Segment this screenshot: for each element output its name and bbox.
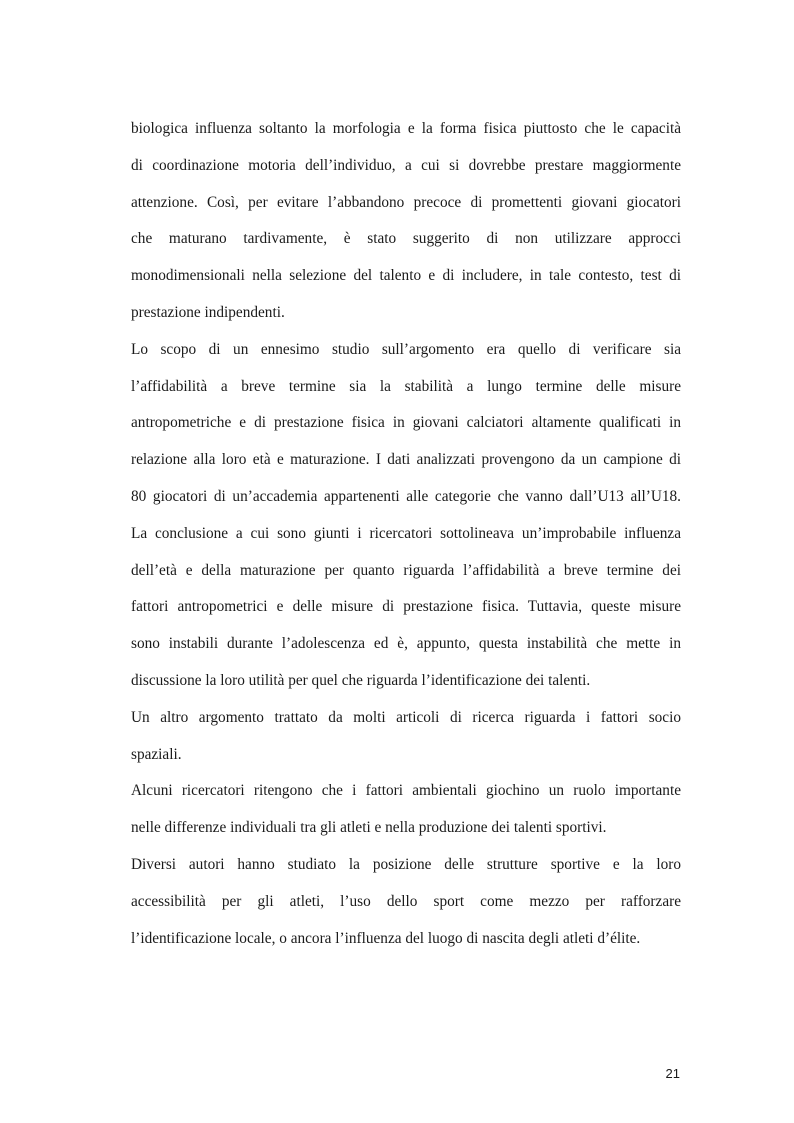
paragraph-2 [131, 332, 681, 700]
text-line: Diversi autori hanno studiato la posizione delle strutture sportive e la loro [131, 855, 681, 873]
text-line: attenzione. Così, per evitare l’abbandono precoce di promettenti giovani giocatori [131, 193, 681, 211]
text-line: 80 giocatori di un’accademia appartenenti alle categorie che vanno dall’U13 all’U18. [131, 487, 681, 505]
text-line: fattori antropometrici e delle misure di prestazione fisica. Tuttavia, queste misure [131, 598, 681, 616]
text-line: Un altro argomento trattato da molti articoli di ricerca riguarda i fattori socio [131, 708, 681, 726]
text-line: dell’età e della maturazione per quanto riguarda l’affidabilità a breve termine dei [131, 561, 681, 579]
paragraph-5 [131, 847, 681, 957]
text-line: prestazione indipendenti. [131, 303, 285, 321]
text-line: biologica influenza soltanto la morfologia e la forma fisica piuttosto che le capacità [131, 120, 681, 137]
paragraph-3 [131, 700, 681, 774]
text-line: spaziali. [131, 745, 182, 763]
text-line: Alcuni ricercatori ritengono che i fattori ambientali giochino un ruolo importante [131, 782, 681, 800]
text-line: che maturano tardivamente, è stato suggerito di non utilizzare approcci [131, 230, 681, 248]
text-line: Lo scopo di un ennesimo studio sull’argomento era quello di verificare sia [131, 340, 681, 358]
text-line: di coordinazione motoria dell’individuo, a cui si dovrebbe prestare maggiormente [131, 156, 681, 174]
paragraph-4 [131, 773, 681, 847]
paragraph-1 [131, 111, 681, 332]
text-line: discussione la loro utilità per quel che riguarda l’identificazione dei talenti. [131, 671, 591, 689]
text-line: relazione alla loro età e maturazione. I dati analizzati provengono da un campione di [131, 451, 681, 469]
text-line: monodimensionali nella selezione del talento e di includere, in tale contesto, test di [131, 267, 681, 285]
text-line: l’identificazione locale, o ancora l’influenza del luogo di nascita degli atleti d’élite. [131, 929, 641, 947]
text-line: l’affidabilità a breve termine sia la stabilità a lungo termine delle misure [131, 377, 681, 395]
text-line: La conclusione a cui sono giunti i ricercatori sottolineava un’improbabile influenza [131, 524, 681, 542]
text-line: nelle differenze individuali tra gli atleti e nella produzione dei talenti sportivi. [131, 819, 607, 837]
text-line: antropometriche e di prestazione fisica in giovani calciatori altamente qualificati in [131, 414, 681, 432]
text-line: accessibilità per gli atleti, l’uso dello sport come mezzo per rafforzare [131, 892, 681, 910]
body-text [131, 111, 681, 957]
page-number: 21 [665, 1066, 680, 1081]
text-line: sono instabili durante l’adolescenza ed è, appunto, questa instabilità che mette in [131, 635, 681, 653]
